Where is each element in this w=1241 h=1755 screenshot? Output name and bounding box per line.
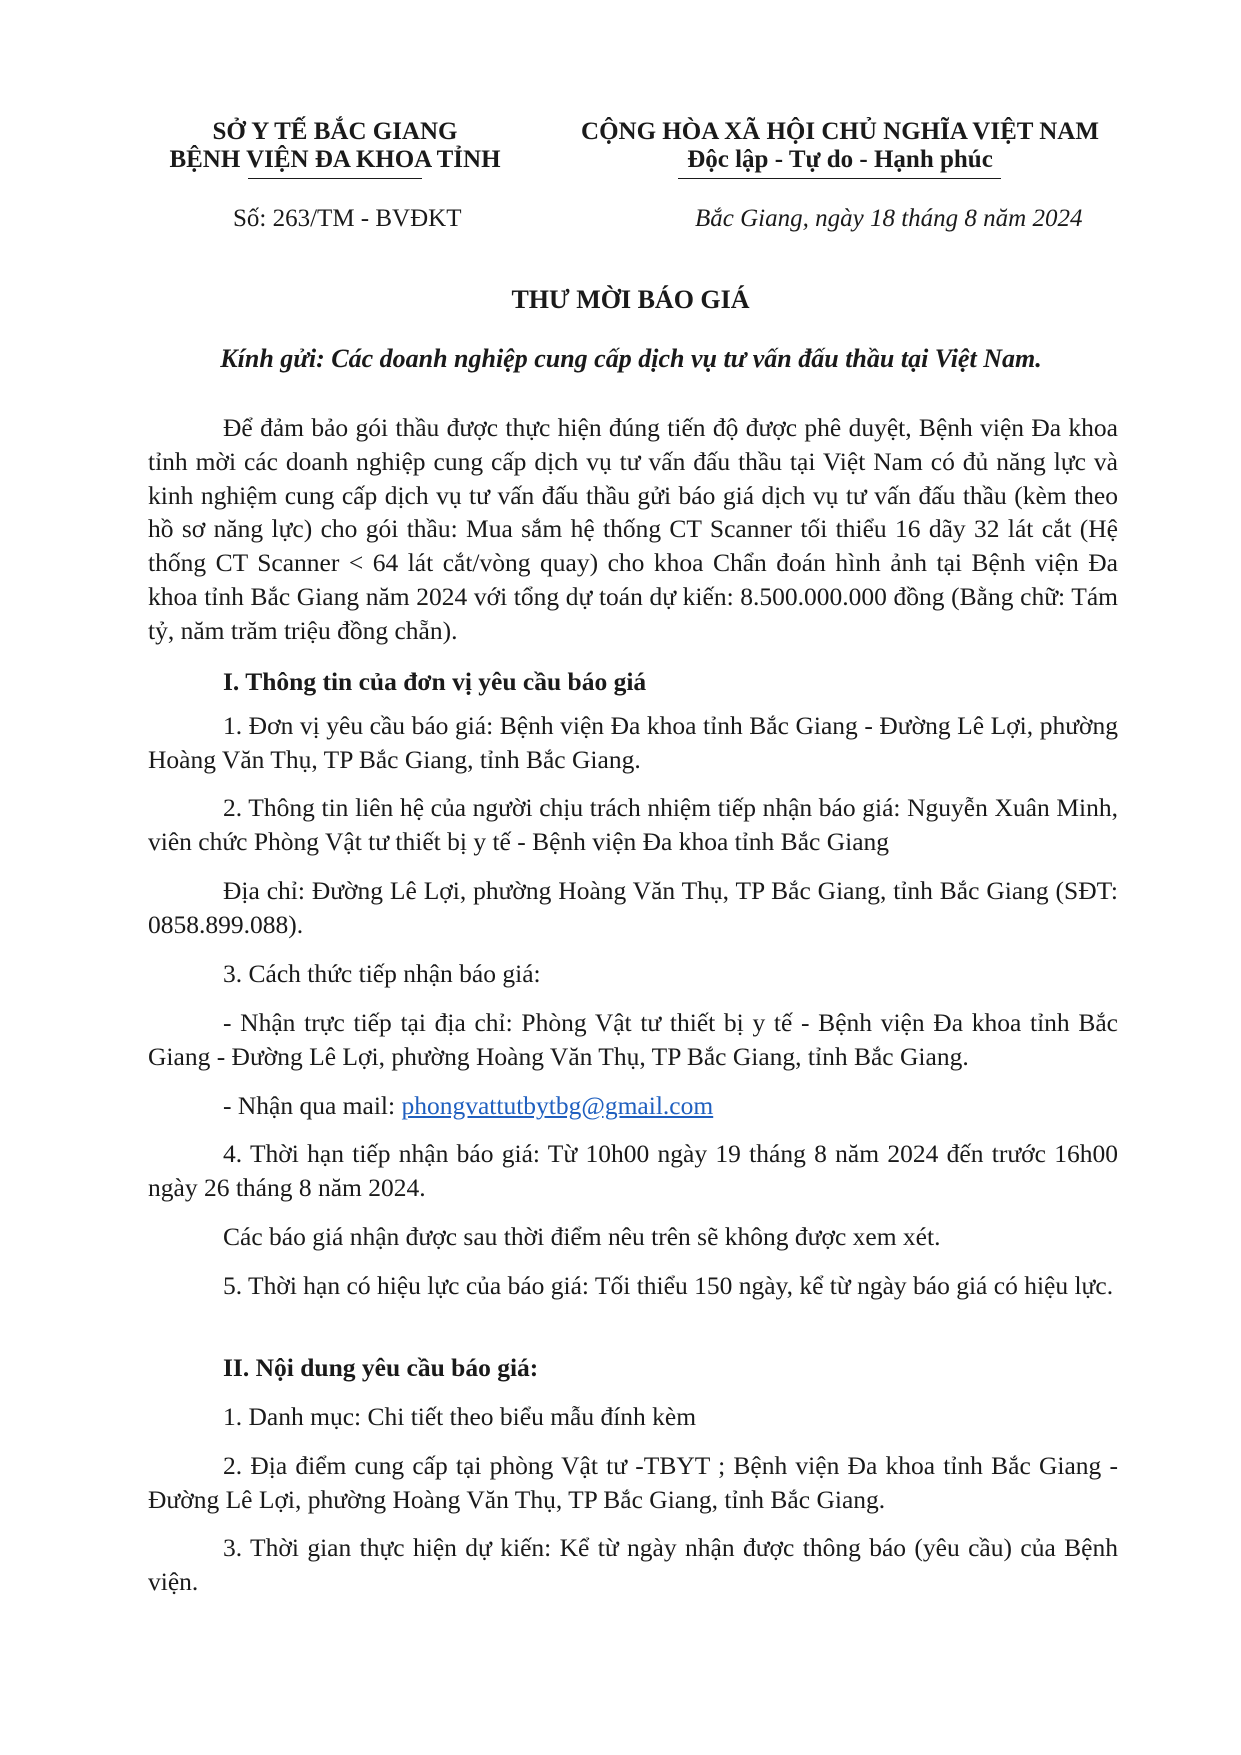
receive-direct: - Nhận trực tiếp tại địa chỉ: Phòng Vật tư thiết bị y tế - Bệnh viện Đa khoa tỉnh Bắc Giang - Đường Lê Lợi, phường Hoàng Văn Thụ, TP Bắc Giang, tỉnh Bắc Giang. bbox=[148, 1008, 1118, 1071]
document-number: Số: 263/TM - BVĐKT bbox=[233, 205, 462, 232]
receive-email-line bbox=[148, 1089, 1118, 1123]
recipient-line: Kính gửi: Các doanh nghiệp cung cấp dịch vụ tư vấn đấu thầu tại Việt Nam. bbox=[220, 344, 1042, 373]
section-2-heading: II. Nội dung yêu cầu báo giá: bbox=[223, 1353, 539, 1382]
section-1-item-3: 3. Cách thức tiếp nhận báo giá: bbox=[223, 959, 541, 988]
place-date: Bắc Giang, ngày 18 tháng 8 năm 2024 bbox=[695, 205, 1083, 232]
agency-name: SỞ Y TẾ BẮC GIANG bbox=[212, 118, 458, 145]
contact-address: Địa chỉ: Đường Lê Lợi, phường Hoàng Văn Thụ, TP Bắc Giang, tỉnh Bắc Giang (SĐT: 0858.899.088). bbox=[148, 876, 1118, 939]
motto: Độc lập - Tự do - Hạnh phúc bbox=[687, 146, 993, 173]
email-link[interactable]: phongvattutbytbg@gmail.com bbox=[401, 1091, 714, 1120]
section-1-item-4: 4. Thời hạn tiếp nhận báo giá: Từ 10h00 ngày 19 tháng 8 năm 2024 đến trước 16h00 ngày 26 tháng 8 năm 2024. bbox=[148, 1139, 1118, 1202]
late-quote-note: Các báo giá nhận được sau thời điểm nêu trên sẽ không được xem xét. bbox=[223, 1222, 941, 1251]
section-2-item-2: 2. Địa điểm cung cấp tại phòng Vật tư -TBYT ; Bệnh viện Đa khoa tỉnh Bắc Giang - Đường Lê Lợi, phường Hoàng Văn Thụ, TP Bắc Giang, tỉnh Bắc Giang. bbox=[148, 1451, 1118, 1514]
header-left-underline bbox=[248, 178, 422, 179]
section-1-item-2: 2. Thông tin liên hệ của người chịu trách nhiệm tiếp nhận báo giá: Nguyễn Xuân Minh, viên chức Phòng Vật tư thiết bị y tế - Bệnh viện Đa khoa tỉnh Bắc Giang bbox=[148, 793, 1118, 856]
section-1-item-1: 1. Đơn vị yêu cầu báo giá: Bệnh viện Đa khoa tỉnh Bắc Giang - Đường Lê Lợi, phường Hoàng Văn Thụ, TP Bắc Giang, tỉnh Bắc Giang. bbox=[148, 711, 1118, 774]
hospital-name: BỆNH VIỆN ĐA KHOA TỈNH bbox=[169, 146, 501, 173]
receive-email-label: - Nhận qua mail: bbox=[223, 1091, 402, 1120]
country-name: CỘNG HÒA XÃ HỘI CHỦ NGHĨA VIỆT NAM bbox=[581, 118, 1099, 145]
section-2-item-3: 3. Thời gian thực hiện dự kiến: Kể từ ngày nhận được thông báo (yêu cầu) của Bệnh viện. bbox=[148, 1533, 1118, 1596]
intro-paragraph: Để đảm bảo gói thầu được thực hiện đúng tiến độ được phê duyệt, Bệnh viện Đa khoa tỉnh mời các doanh nghiệp cung cấp dịch vụ tư vấn đấu thầu tại Việt Nam có đủ năng lực và kinh nghiệm cung cấp dịch vụ tư vấn đấu thầu gửi báo giá dịch vụ tư vấn đấu thầu (kèm theo hồ sơ năng lực) cho gói thầu: Mua sắm hệ thống CT Scanner tối thiểu 16 dãy 32 lát cắt (Hệ thống CT Scanner < 64 lát cắt/vòng quay) cho khoa Chẩn đoán hình ảnh tại Bệnh viện Đa khoa tỉnh Bắc Giang năm 2024 với tổng dự toán dự kiến: 8.500.000.000 đồng (Bằng chữ: Tám tỷ, năm trăm triệu đồng chẵn). bbox=[148, 413, 1118, 645]
document-title: THƯ MỜI BÁO GIÁ bbox=[511, 285, 750, 314]
header-right-underline bbox=[678, 178, 1001, 179]
section-1-item-5: 5. Thời hạn có hiệu lực của báo giá: Tối thiểu 150 ngày, kể từ ngày báo giá có hiệu lực. bbox=[223, 1271, 1114, 1300]
section-2-item-1: 1. Danh mục: Chi tiết theo biểu mẫu đính kèm bbox=[223, 1402, 697, 1431]
section-1-heading: I. Thông tin của đơn vị yêu cầu báo giá bbox=[223, 667, 647, 696]
